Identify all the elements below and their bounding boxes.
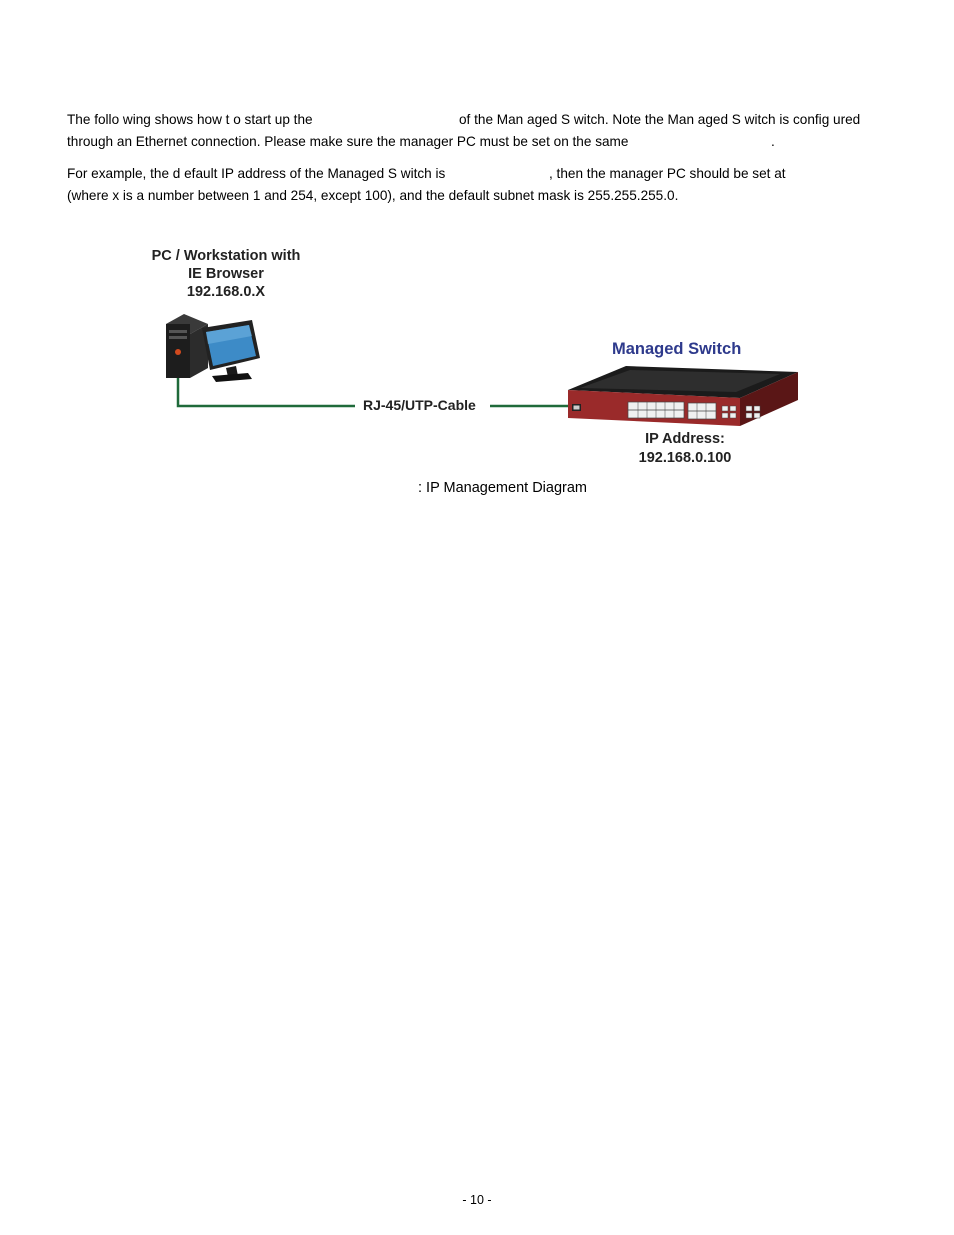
page-number: - 10 -	[462, 1193, 492, 1207]
switch-ip-label	[615, 430, 755, 468]
pc-label-line: 192.168.0.X	[186, 284, 266, 300]
pc-label	[140, 247, 312, 301]
text-segment: For example, the d efault IP address of the Managed S witch is	[67, 166, 446, 181]
text-segment: (where x is a number between 1 and 254, except 100), and the default subnet mask is 255.255.255.0.	[67, 187, 679, 203]
cable-label: RJ-45/UTP-Cable	[359, 397, 480, 413]
ip-label-line: 192.168.0.100	[638, 450, 732, 466]
switch-title: Managed Switch	[612, 340, 742, 358]
pc-label-line: PC / Workstation with	[151, 248, 301, 264]
figure-caption: : IP Management Diagram	[418, 480, 587, 496]
paragraph-line	[67, 109, 887, 131]
text-segment: , then the manager PC should be set at	[549, 166, 786, 181]
network-switch-icon	[568, 366, 798, 426]
paragraph-line	[67, 163, 887, 185]
intro-paragraph	[67, 109, 887, 152]
ip-label-line: IP Address:	[645, 431, 725, 447]
paragraph-line	[67, 131, 887, 153]
example-paragraph	[67, 163, 887, 206]
desktop-pc-icon	[166, 314, 260, 382]
text-segment: .	[771, 133, 775, 149]
pc-label-line: IE Browser	[188, 266, 264, 282]
text-segment: through an Ethernet connection. Please make sure the manager PC must be set on the same	[67, 133, 629, 149]
text-segment: The follo wing shows how t o start up the	[67, 112, 313, 127]
ip-management-diagram	[140, 240, 805, 472]
text-segment: of the Man aged S witch. Note the Man aged S witch is config ured	[459, 112, 861, 127]
paragraph-line	[67, 185, 887, 207]
